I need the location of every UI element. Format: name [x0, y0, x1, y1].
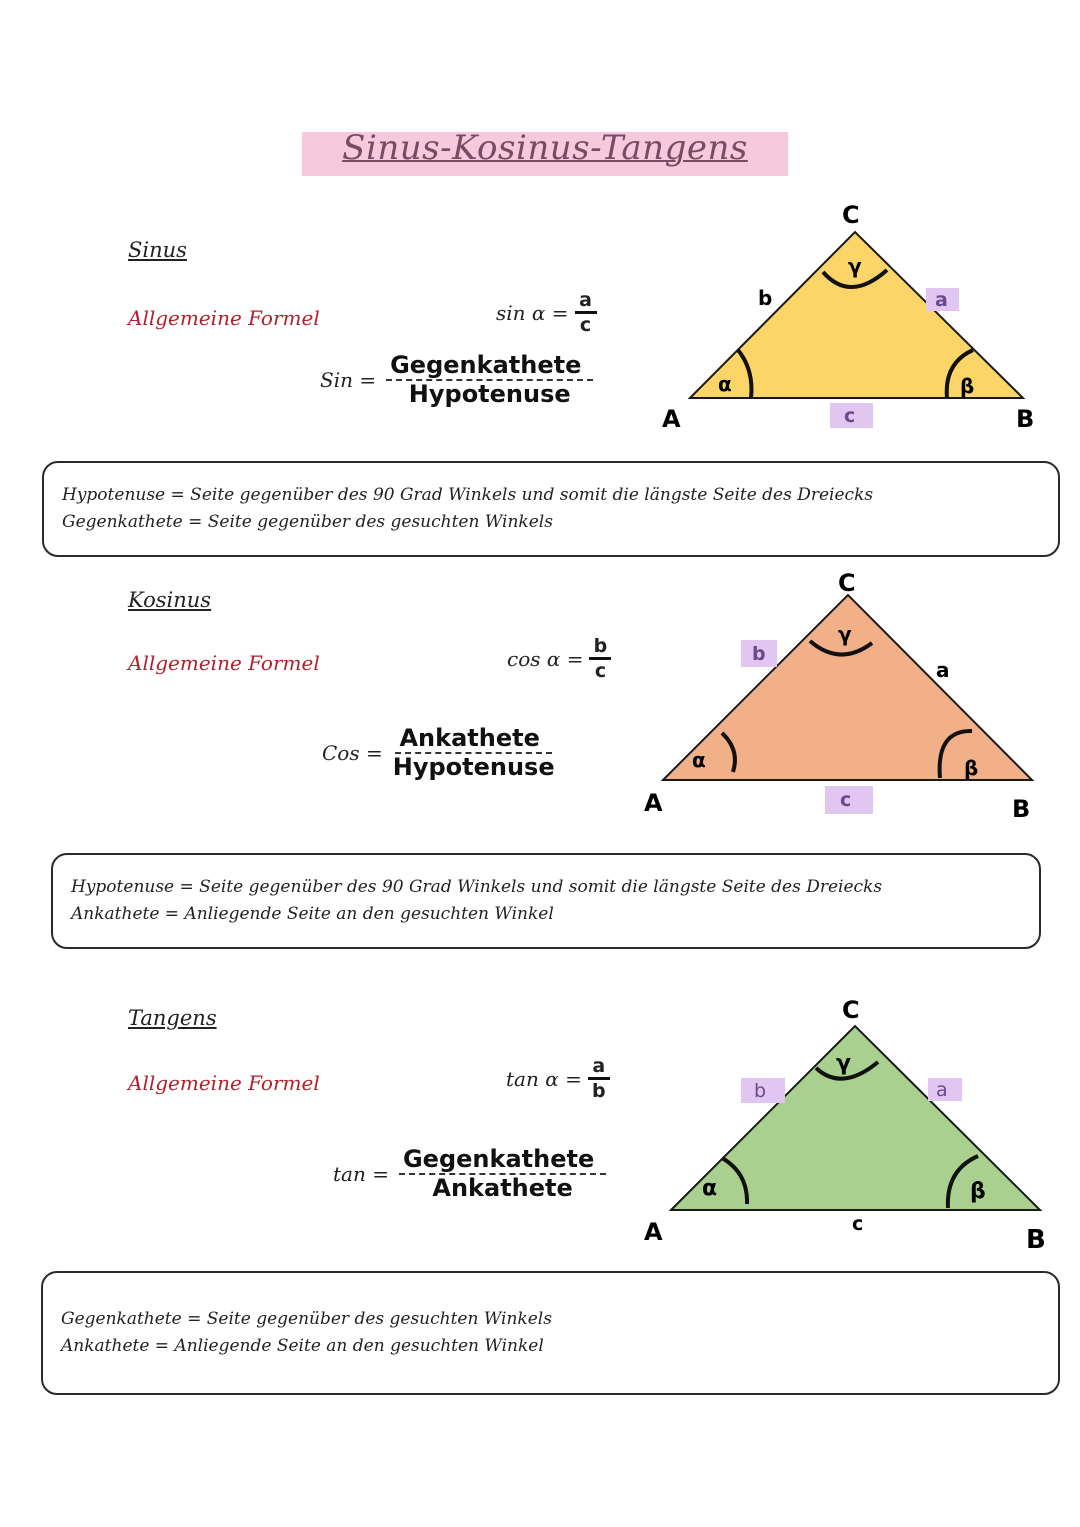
sinus-note-box — [42, 461, 1060, 557]
sinus-verbal-fraction — [386, 352, 593, 408]
kosinus-triangle-diagram — [630, 565, 1070, 830]
sinus-symbolic-lhs: sin α = — [496, 300, 569, 325]
vertex-a-label: A — [644, 1218, 663, 1246]
vertex-c-label: C — [838, 569, 856, 597]
side-b-label: b — [754, 1080, 767, 1102]
kosinus-symbolic-denominator: c — [594, 660, 607, 682]
kosinus-verbal-formula — [322, 725, 555, 781]
sinus-verbal-lhs: Sin = — [320, 368, 377, 392]
tangens-symbolic-denominator: b — [592, 1080, 606, 1102]
angle-beta-label: β — [960, 374, 975, 398]
sinus-verbal-numerator: Gegenkathete — [386, 352, 593, 381]
tangens-verbal-formula — [333, 1146, 606, 1202]
tangens-symbolic-fraction — [588, 1056, 610, 1101]
note-line: Ankathete = Anliegende Seite an den gesuchten Winkel — [71, 904, 554, 924]
angle-gamma-label: γ — [848, 254, 862, 278]
angle-gamma-label: γ — [836, 1051, 851, 1076]
section-heading-tangens: Tangens — [128, 1006, 217, 1030]
kosinus-symbolic-numerator: b — [593, 635, 608, 657]
kosinus-note-box — [51, 853, 1041, 949]
formula-label-tangens: Allgemeine Formel — [128, 1071, 320, 1095]
tangens-verbal-denominator: Ankathete — [432, 1174, 573, 1202]
sinus-symbolic-numerator: a — [579, 289, 592, 311]
side-b-label: b — [758, 286, 773, 310]
side-c-label: c — [852, 1213, 864, 1235]
tangens-symbolic-formula — [506, 1056, 610, 1101]
note-line: Hypotenuse = Seite gegenüber des 90 Grad Winkels und somit die längste Seite des Dreiecks — [62, 485, 874, 505]
tangens-verbal-numerator: Gegenkathete — [399, 1146, 606, 1175]
side-c-label: c — [840, 789, 852, 811]
side-a-label: a — [936, 658, 950, 682]
side-c-label: c — [844, 405, 856, 427]
tangens-symbolic-lhs: tan α = — [506, 1066, 582, 1091]
kosinus-symbolic-fraction — [589, 636, 611, 681]
angle-beta-label: β — [970, 1179, 986, 1204]
vertex-b-label: B — [1026, 1225, 1046, 1255]
angle-alpha-label: α — [702, 1176, 718, 1201]
formula-label-sinus: Allgemeine Formel — [128, 306, 320, 330]
section-heading-kosinus: Kosinus — [128, 588, 212, 612]
page-title: Sinus-Kosinus-Tangens — [342, 128, 748, 168]
tangens-symbolic-numerator: a — [592, 1055, 606, 1077]
sinus-triangle-diagram — [650, 195, 1070, 440]
kosinus-verbal-denominator: Hypotenuse — [392, 753, 555, 781]
vertex-a-label: A — [644, 789, 663, 817]
formula-label-kosinus: Allgemeine Formel — [128, 651, 320, 675]
vertex-a-label: A — [662, 405, 681, 433]
tangens-verbal-lhs: tan = — [333, 1162, 389, 1186]
side-a-label: a — [935, 289, 948, 311]
sinus-verbal-formula — [320, 352, 593, 408]
tangens-note-box — [41, 1271, 1060, 1395]
side-a-label: a — [936, 1079, 948, 1101]
sinus-symbolic-fraction — [575, 290, 597, 335]
side-b-label: b — [752, 643, 766, 665]
angle-beta-label: β — [964, 756, 979, 780]
tangens-triangle-diagram — [630, 990, 1070, 1260]
vertex-c-label: C — [842, 996, 860, 1024]
vertex-b-label: B — [1012, 795, 1031, 823]
section-heading-sinus: Sinus — [128, 238, 187, 262]
sinus-symbolic-denominator: c — [579, 314, 592, 336]
kosinus-symbolic-lhs: cos α = — [507, 646, 584, 671]
kosinus-verbal-fraction — [393, 725, 555, 781]
angle-alpha-label: α — [718, 372, 732, 396]
note-line: Gegenkathete = Seite gegenüber des gesuchten Winkels — [62, 512, 553, 532]
tangens-verbal-fraction — [399, 1146, 606, 1202]
kosinus-verbal-lhs: Cos = — [322, 741, 383, 765]
note-line: Gegenkathete = Seite gegenüber des gesuchten Winkels — [61, 1309, 552, 1329]
kosinus-verbal-numerator: Ankathete — [395, 725, 551, 754]
sinus-symbolic-formula — [496, 290, 597, 335]
vertex-c-label: C — [842, 201, 860, 229]
sinus-verbal-denominator: Hypotenuse — [408, 380, 571, 408]
note-line: Ankathete = Anliegende Seite an den gesuchten Winkel — [61, 1336, 544, 1356]
angle-gamma-label: γ — [838, 622, 852, 646]
angle-alpha-label: α — [692, 748, 706, 772]
kosinus-symbolic-formula — [507, 636, 611, 681]
note-line: Hypotenuse = Seite gegenüber des 90 Grad Winkels und somit die längste Seite des Dreiecks — [71, 877, 883, 897]
vertex-b-label: B — [1016, 405, 1035, 433]
